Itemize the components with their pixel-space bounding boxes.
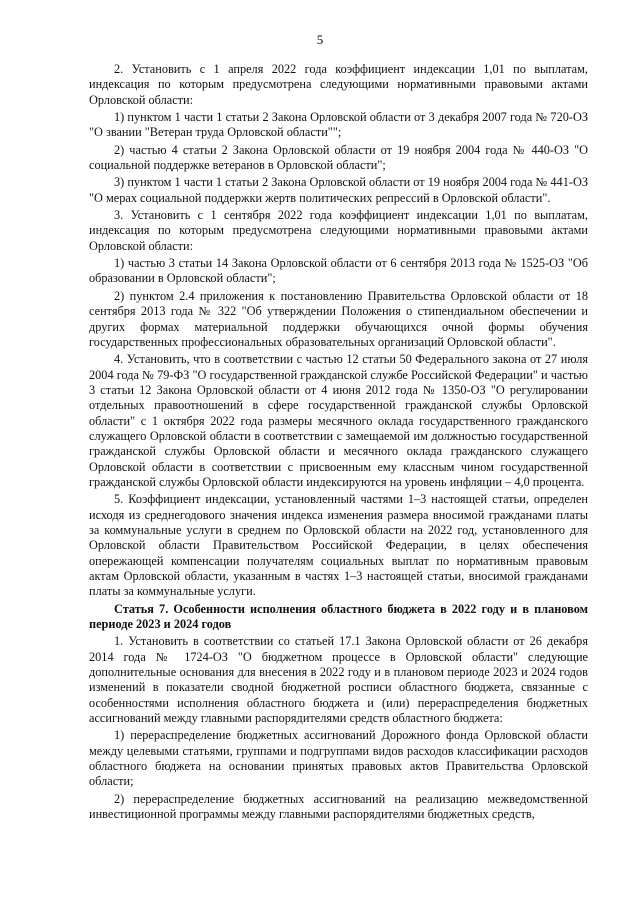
article-7-subitem-1: 1) перераспределение бюджетных ассигнований Дорожного фонда Орловской области между целевыми статьями, группами и подгруппами видов расходов классификации расходов областного бюджета на основании принятых правовых актов Правительства Орловской области; xyxy=(89,728,588,789)
document-body xyxy=(89,62,588,825)
paragraph-subitem-2-1: 1) пунктом 1 части 1 статьи 2 Закона Орловской области от 3 декабря 2007 года № 720-ОЗ "О звании "Ветеран труда Орловской области""; xyxy=(89,110,588,140)
paragraph-item-2: 2. Установить с 1 апреля 2022 года коэффициент индексации 1,01 по выплатам, индексация по которым предусмотрена следующими нормативными правовыми актами Орловской области: xyxy=(89,62,588,107)
article-7-paragraph-1: 1. Установить в соответствии со статьей 17.1 Закона Орловской области от 26 декабря 2014 года № 1724-ОЗ "О бюджетном процессе в Орловской области" следующие дополнительные основания для внесения в 2022 году и в плановом периоде 2023 и 2024 годов изменений в показатели сводной бюджетной росписи областного бюджета, связанные с особенностями исполнения областного бюджета и (или) перераспределения бюджетных ассигнований между главными распорядителями средств областного бюджета: xyxy=(89,634,588,726)
article-7-heading: Статья 7. Особенности исполнения областного бюджета в 2022 году и в плановом периоде 2023 и 2024 годов xyxy=(89,601,588,632)
paragraph-subitem-3-2: 2) пунктом 2.4 приложения к постановлению Правительства Орловской области от 18 сентября 2013 года № 322 "Об утверждении Положения о стипендиальном обеспечении и других формах материальной поддержки обучающихся очной формы обучения государственных профессиональных образовательных организаций Орловской области". xyxy=(89,288,588,349)
paragraph-item-4: 4. Установить, что в соответствии с частью 12 статьи 50 Федерального закона от 27 июля 2004 года № 79-ФЗ "О государственной гражданской службе Российской Федерации" и частью 3 статьи 12 Закона Орловской области от 4 июня 2012 года № 1350-ОЗ "О регулировании отдельных правоотношений в сфере государственной гражданской службы Орловской области" с 1 октября 2022 года размеры месячного оклада государственного гражданского служащего Орловской области в соответствии с замещаемой им должностью государственной гражданской службы Орловской области и месячного оклада гражданского служащего Орловской области в соответствии с присвоенным ему классным чином государственной гражданской службы Орловской области индексируются на уровень инфляции – 4,0 процента. xyxy=(89,352,588,489)
article-7-subitem-2: 2) перераспределение бюджетных ассигнований на реализацию межведомственной инвестиционной программы между главными распорядителями бюджетных средств, xyxy=(89,791,588,822)
page-number: 5 xyxy=(316,32,324,47)
paragraph-subitem-2-3: 3) пунктом 1 части 1 статьи 2 Закона Орловской области от 19 ноября 2004 года № 441-ОЗ "О мерах социальной поддержки жертв политических репрессий в Орловской области". xyxy=(89,175,588,205)
paragraph-subitem-3-1: 1) частью 3 статьи 14 Закона Орловской области от 6 сентября 2013 года № 1525-ОЗ "Об образовании в Орловской области"; xyxy=(89,256,588,286)
paragraph-item-5: 5. Коэффициент индексации, установленный частями 1–3 настоящей статьи, определен исходя из среднегодового значения индекса изменения размера вносимой гражданами платы за коммунальные услуги в среднем по Орловской области на 2022 год, установленного для Орловской области Правительством Российской Федерации, в целях обеспечения опережающей компенсации получателям социальных выплат по нормативным правовым актам Орловской области, указанным в частях 1–3 настоящей статьи, вносимой гражданами платы за коммунальные услуги. xyxy=(89,492,588,599)
paragraph-item-3: 3. Установить с 1 сентября 2022 года коэффициент индексации 1,01 по выплатам, индексация по которым предусмотрена следующими нормативными правовыми актами Орловской области: xyxy=(89,208,588,253)
paragraph-subitem-2-2: 2) частью 4 статьи 2 Закона Орловской области от 19 ноября 2004 года № 440-ОЗ "О социальной поддержке ветеранов в Орловской области"; xyxy=(89,142,588,173)
